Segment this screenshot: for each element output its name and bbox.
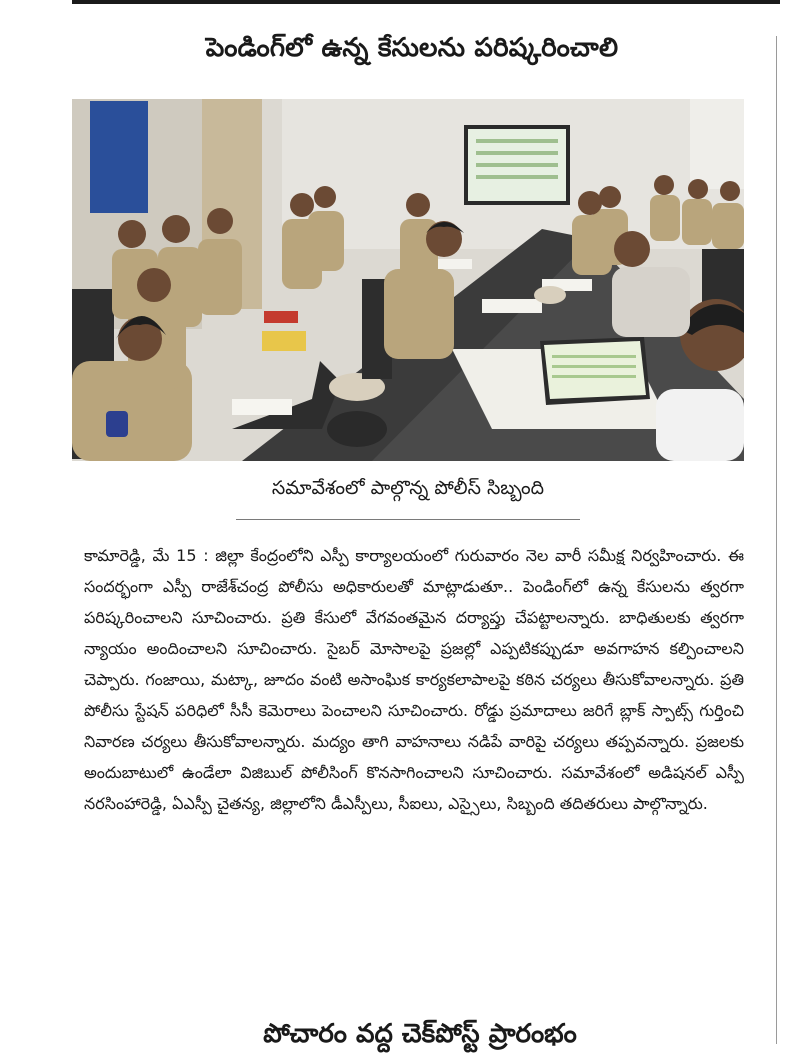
article-body: కామారెడ్డి, మే 15 : జిల్లా కేంద్రంలోని ఎస్పీ కార్యాలయంలో గురువారం నెల వారీ సమీక్ష నిర్వహించారు. ఈ సందర్భంగా ఎస్పీ రాజేశ్‌చంద్ర పోలీసు అధికారులతో మాట్లాడుతూ.. పెండింగ్‌లో ఉన్న కేసులను త్వరగా పరిష్కరించాలని సూచించారు. ప్రతి కేసులో వేగవంతమైన దర్యాప్తు చేపట్టాలన్నారు. బాధితులకు త్వరగా న్యాయం అందించాలని సూచించారు. సైబర్ మోసాలపై ప్రజల్లో ఎప్పటికప్పుడూ అవగాహన కల్పించాలని చెప్పారు. గంజాయి, మట్కా, జూదం వంటి అసాంఘిక కార్యకలాపాలపై కఠిన చర్యలు తీసుకోవాలన్నారు. ప్రతి పోలీసు స్టేషన్ పరిధిలో సీసీ కెమెరాలు పెంచాలని సూచించారు. రోడ్డు ప్రమాదాలు జరిగే బ్లాక్ స్పాట్స్ గుర్తించి నివారణ చర్యలు తీసుకోవాలన్నారు. మద్యం తాగి వాహనాలు నడిపే వారిపై చర్యలు తప్పవన్నారు. ప్రజలకు అందుబాటులో ఉండేలా విజిబుల్ పోలీసింగ్ కొనసాగించాలని సూచించారు. సమావేశంలో అడిషనల్ ఎస్పీ నరసింహారెడ్డి, ఏఎస్పీ చైతన్య, జిల్లాలోని డీఎస్పీలు, సీఐలు, ఎస్సైలు, సిబ్బంది తదితరులు పాల్గొన్నారు.	[84, 546, 744, 813]
article-headline: పెండింగ్‌లో ఉన్న కేసులను పరిష్కరించాలి	[205, 33, 619, 63]
caption-underline	[236, 519, 580, 520]
photo-caption: సమావేశంలో పాల్గొన్న పోలీస్ సిబ్బంది	[271, 477, 545, 499]
top-border-rule	[72, 0, 780, 4]
next-article-headline: పోచారం వద్ద చెక్‌పోస్ట్ ప్రారంభం	[263, 1019, 577, 1049]
column-divider-rule	[776, 36, 777, 1044]
meeting-photo	[72, 99, 744, 461]
